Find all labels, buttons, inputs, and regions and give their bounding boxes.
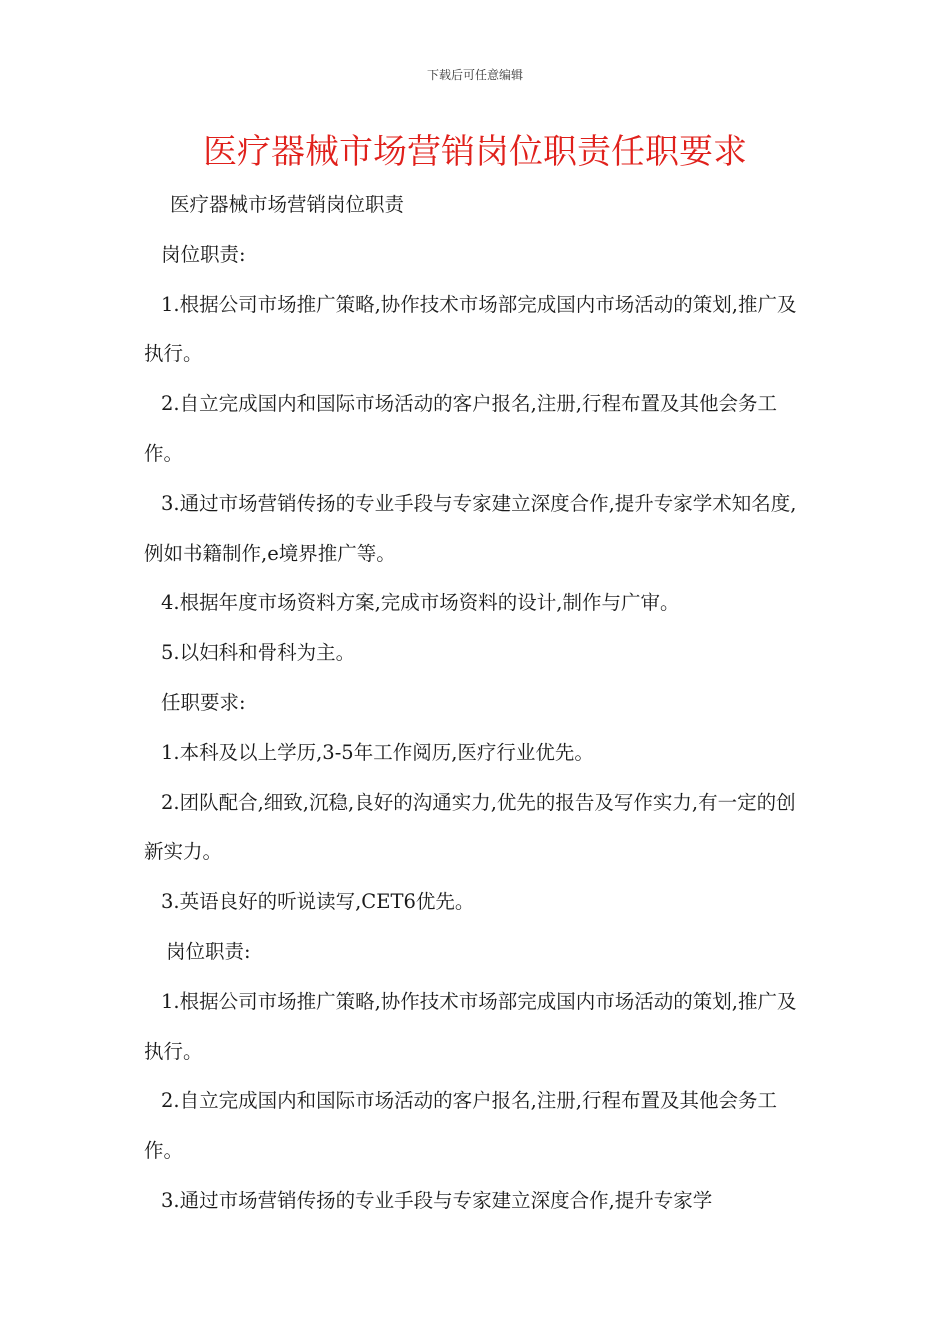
duty-item: 3.通过市场营销传扬的专业手段与专家建立深度合作,提升专家学 [161, 1188, 713, 1212]
duty-item: 2.自立完成国内和国际市场活动的客户报名,注册,行程布置及其他会务工作。 [144, 392, 778, 465]
duty-item: 5.以妇科和骨科为主。 [161, 641, 356, 665]
section-heading-duties: 岗位职责: [161, 242, 246, 266]
document-title: 医疗器械市场营销岗位职责任职要求 [203, 132, 747, 172]
document-body [144, 180, 808, 1226]
section-heading-requirements: 任职要求: [161, 690, 246, 714]
duty-item: 2.自立完成国内和国际市场活动的客户报名,注册,行程布置及其他会务工作。 [144, 1089, 778, 1163]
requirement-item: 1.本科及以上学历,3-5年工作阅历,医疗行业优先。 [161, 740, 594, 764]
duty-item: 3.通过市场营销传扬的专业手段与专家建立深度合作,提升专家学术知名度,例如书籍制作,e境界推广等。 [144, 491, 797, 565]
section-heading-duties: 岗位职责: [166, 939, 251, 963]
duty-item: 1.根据公司市场推广策略,协作技术市场部完成国内市场活动的策划,推广及执行。 [144, 989, 797, 1063]
duty-item: 1.根据公司市场推广策略,协作技术市场部完成国内市场活动的策划,推广及执行。 [144, 292, 797, 366]
duty-item: 4.根据年度市场资料方案,完成市场资料的设计,制作与广审。 [161, 591, 680, 615]
requirement-item: 2.团队配合,细致,沉稳,良好的沟通实力,优先的报告及写作实力,有一定的创新实力。 [144, 790, 796, 864]
header-note: 下载后可任意编辑 [426, 68, 523, 82]
requirement-item: 3.英语良好的听说读写,CET6优先。 [161, 890, 475, 914]
section-subtitle: 医疗器械市场营销岗位职责 [170, 193, 405, 216]
